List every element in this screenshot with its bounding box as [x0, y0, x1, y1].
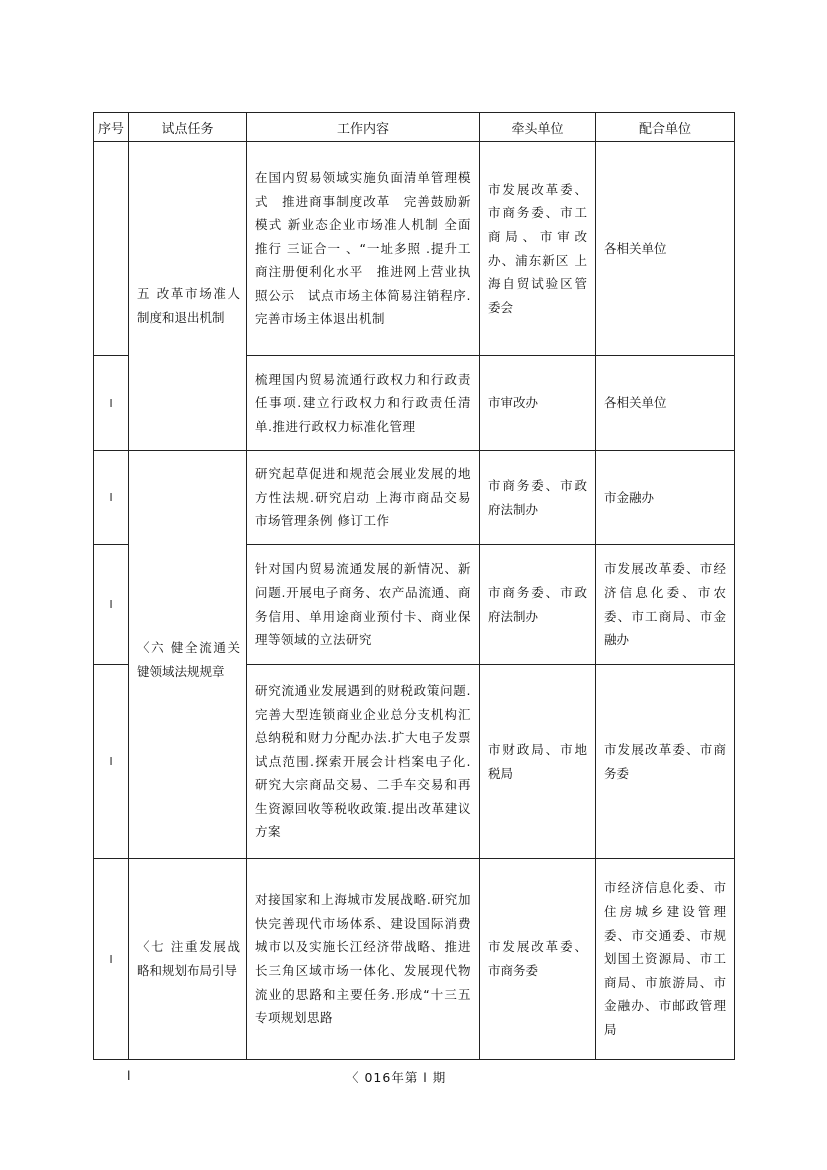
coop-unit: 市经济信息化委、市住房城乡建设管理委、市交通委、市规划国土资源局、市工商局、市旅游局、市金融办、市邮政管理局 [596, 859, 735, 1060]
work-content: 针对国内贸易流通发展的新情况、新问题.开展电子商务、农产品流通、商务信用、单用途商业预付卡、商业保理等领域的立法研究 [247, 545, 480, 665]
header-work: 工作内容 [247, 113, 480, 142]
row-number [94, 142, 129, 356]
lead-unit: 市商务委、市政府法制办 [480, 451, 596, 545]
task-table [93, 112, 735, 1060]
table-row [94, 142, 735, 356]
table-row [94, 451, 735, 545]
row-number: l [94, 451, 129, 545]
coop-unit: 各相关单位 [596, 142, 735, 356]
row-number: l [94, 665, 129, 859]
work-content: 对接国家和上海城市发展战略.研究加快完善现代市场体系、建设国际消费城市以及实施长江经济带战略、推进长三角区域市场一体化、发展现代物流业的思路和主要任务.形成“十三五 专项规划思路 [247, 859, 480, 1060]
lead-unit: 市发展改革委、市商务委 [480, 859, 596, 1060]
lead-unit: 市审改办 [480, 356, 596, 451]
work-content: 在国内贸易领域实施负面清单管理模式 推进商事制度改革 完善鼓励新模式 新业态企业市场准人机制 全面推行 三证合一 、“一址多照 .提升工商注册便利化水平 推进网上营业执照公示 试点市场主体简易注销程序.完善市场主体退出机制 [247, 142, 480, 356]
coop-unit: 各相关单位 [596, 356, 735, 451]
page-footer [93, 1064, 734, 1088]
task-cell: 五 改革市场准人制度和退出机制 [129, 142, 247, 451]
work-content: 梳理国内贸易流通行政权力和行政责任事项.建立行政权力和行政责任清单.推进行政权力标准化管理 [247, 356, 480, 451]
row-number: l [94, 545, 129, 665]
lead-unit: 市财政局、市地税局 [480, 665, 596, 859]
task-cell: 〈六 健全流通关键领域法规规章 [129, 451, 247, 859]
work-content: 研究起草促进和规范会展业发展的地方性法规.研究启动 上海市商品交易市场管理条例 修订工作 [247, 451, 480, 545]
header-no: 序号 [94, 113, 129, 142]
coop-unit: 市发展改革委、市经济信息化委、市农委、市工商局、市金融办 [596, 545, 735, 665]
header-lead: 牵头单位 [480, 113, 596, 142]
footer-page-mark: l [127, 1068, 131, 1083]
lead-unit: 市商务委、市政府法制办 [480, 545, 596, 665]
lead-unit: 市发展改革委、市商务委、市工商局、市审改办、浦东新区 上海自贸试验区管委会 [480, 142, 596, 356]
header-task: 试点任务 [129, 113, 247, 142]
row-number: l [94, 356, 129, 451]
header-coop: 配合单位 [596, 113, 735, 142]
coop-unit: 市发展改革委、市商务委 [596, 665, 735, 859]
row-number: l [94, 859, 129, 1060]
work-content: 研究流通业发展遇到的财税政策问题.完善大型连锁商业企业总分支机构汇总纳税和财力分配办法.扩大电子发票试点范围.探索开展会计档案电子化.研究大宗商品交易、二手车交易和再生资源回收等税收政策.提出改革建议方案 [247, 665, 480, 859]
footer-issue-label: 〈 016年第 l 期 [346, 1070, 447, 1085]
task-cell: 〈七 注重发展战略和规划布局引导 [129, 859, 247, 1060]
coop-unit: 市金融办 [596, 451, 735, 545]
table-header-row [94, 113, 735, 142]
table-row [94, 859, 735, 1060]
